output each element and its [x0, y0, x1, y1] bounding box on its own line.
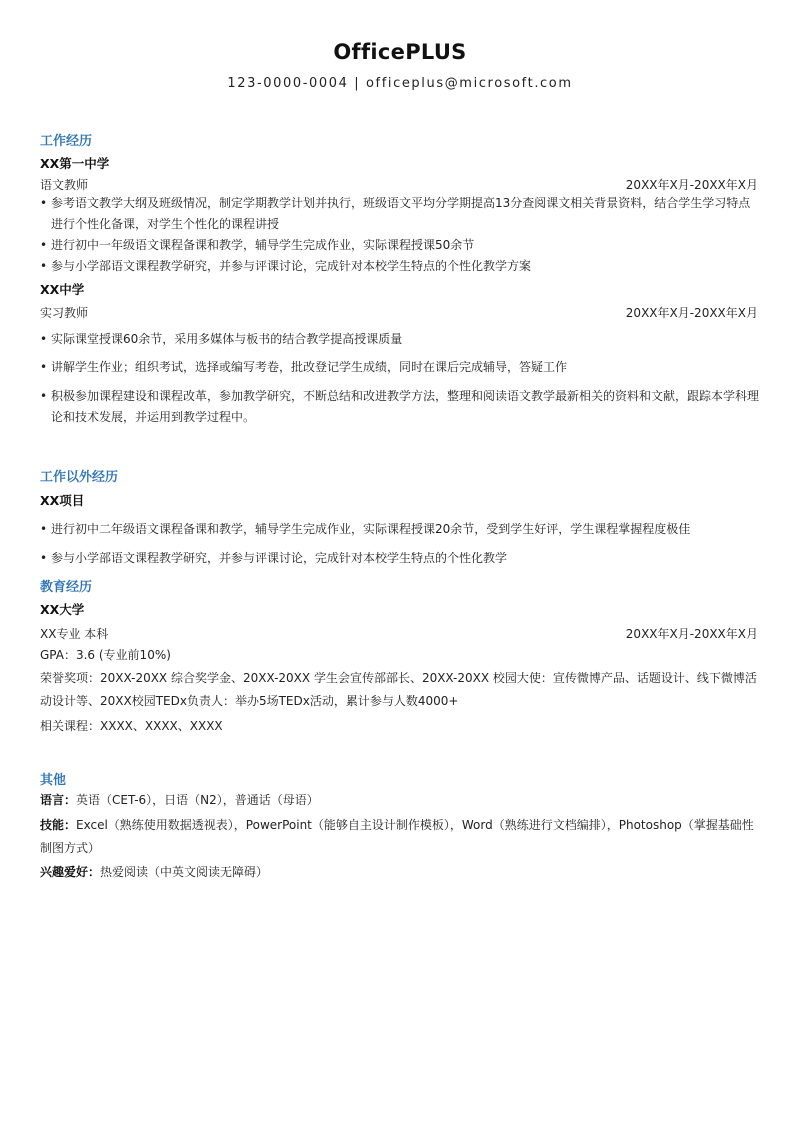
bullet-marker: •: [40, 360, 48, 374]
bullet-marker: •: [40, 196, 48, 210]
job-dates: 20XX年X月-20XX年X月: [625, 178, 758, 192]
bullet-marker: •: [40, 238, 48, 252]
bullet-text: 进行初中二年级语文课程备课和教学，辅导学生完成作业，实际课程授课20余节，受到学生好评，学生课程掌握程度极佳: [51, 522, 691, 536]
job-org-2: XX中学: [40, 282, 85, 297]
list-item: [40, 256, 760, 277]
gpa-line: GPA：3.6 (专业前10%): [40, 648, 171, 662]
skills-line: [40, 814, 760, 860]
courses-line: 相关课程：XXXX、XXXX、XXXX: [40, 719, 223, 733]
bullet-text: 进行初中一年级语文课程备课和教学，辅导学生完成作业，实际课程授课50余节: [51, 238, 475, 252]
languages-text: 英语（CET-6），日语（N2），普通话（母语）: [76, 793, 319, 807]
contact-line: 123-0000-0004 | officeplus@microsoft.com: [227, 76, 573, 91]
awards-line: 荣誉奖项：20XX-20XX 综合奖学金、20XX-20XX 学生会宣传部部长、20XX-20XX 校园大使：宣传微博产品、话题设计、线下微博活动设计等、20XX校园TEDx负责人：举办5场TEDx活动，累计参与人数4000+: [40, 671, 757, 708]
list-item: [40, 235, 760, 256]
languages-line: [40, 789, 760, 812]
skills-text: Excel（熟练使用数据透视表），PowerPoint（能够自主设计制作模板），Word（熟练进行文档编排），Photoshop（掌握基础性制图方式）: [40, 818, 754, 855]
list-item: [40, 386, 760, 428]
job-dates: 20XX年X月-20XX年X月: [625, 306, 758, 320]
bullet-text: 参与小学部语文课程教学研究，并参与评课讨论，完成针对本校学生特点的个性化教学方案: [51, 259, 532, 273]
job-role: 语文教师: [40, 178, 89, 192]
list-item: [40, 519, 760, 540]
section-title-work: 工作经历: [40, 134, 93, 149]
list-item: [40, 193, 760, 235]
bullet-text: 积极参加课程建设和课程改革，参加教学研究，不断总结和改进教学方法，整理和阅读语文教学最新相关的资料和文献，跟踪本学科理论和技术发展，并运用到教学过程中。: [51, 389, 760, 424]
bullet-marker: •: [40, 551, 48, 565]
bullet-marker: •: [40, 389, 48, 403]
job-role: 实习教师: [40, 306, 89, 320]
bullet-marker: •: [40, 259, 48, 273]
list-item: [40, 329, 760, 350]
bullet-text: 实际课堂授课60余节，采用多媒体与板书的结合教学提高授课质量: [51, 332, 403, 346]
hobbies-line: [40, 861, 760, 884]
section-title-extra: 工作以外经历: [40, 470, 119, 485]
list-item: [40, 548, 760, 569]
skills-label: 技能：: [40, 818, 77, 832]
project-org: XX项目: [40, 493, 85, 508]
hobbies-text: 热爱阅读（中英文阅读无障碍）: [100, 865, 269, 879]
languages-label: 语言：: [40, 793, 77, 807]
candidate-name: OfficePLUS: [333, 40, 467, 64]
education-dates: 20XX年X月-20XX年X月: [625, 627, 758, 641]
bullet-text: 参与小学部语文课程教学研究，并参与评课讨论，完成针对本校学生特点的个性化教学: [51, 551, 508, 565]
list-item: [40, 357, 760, 378]
hobbies-label: 兴趣爱好：: [40, 865, 101, 879]
bullet-text: 讲解学生作业；组织考试，选择或编写考卷，批改登记学生成绩，同时在课后完成辅导，答疑工作: [51, 360, 568, 374]
bullet-marker: •: [40, 332, 48, 346]
school-name: XX大学: [40, 602, 85, 617]
bullet-text: 参考语文教学大纲及班级情况，制定学期教学计划并执行，班级语文平均分学期提高13分查阅课文相关背景资料，结合学生学习特点进行个性化备课，对学生个性化的课程讲授: [51, 196, 751, 231]
bullet-marker: •: [40, 522, 48, 536]
section-title-education: 教育经历: [40, 580, 93, 595]
education-major: XX专业 本科: [40, 627, 109, 641]
job-org-1: XX第一中学: [40, 156, 110, 171]
section-title-other: 其他: [40, 773, 67, 788]
